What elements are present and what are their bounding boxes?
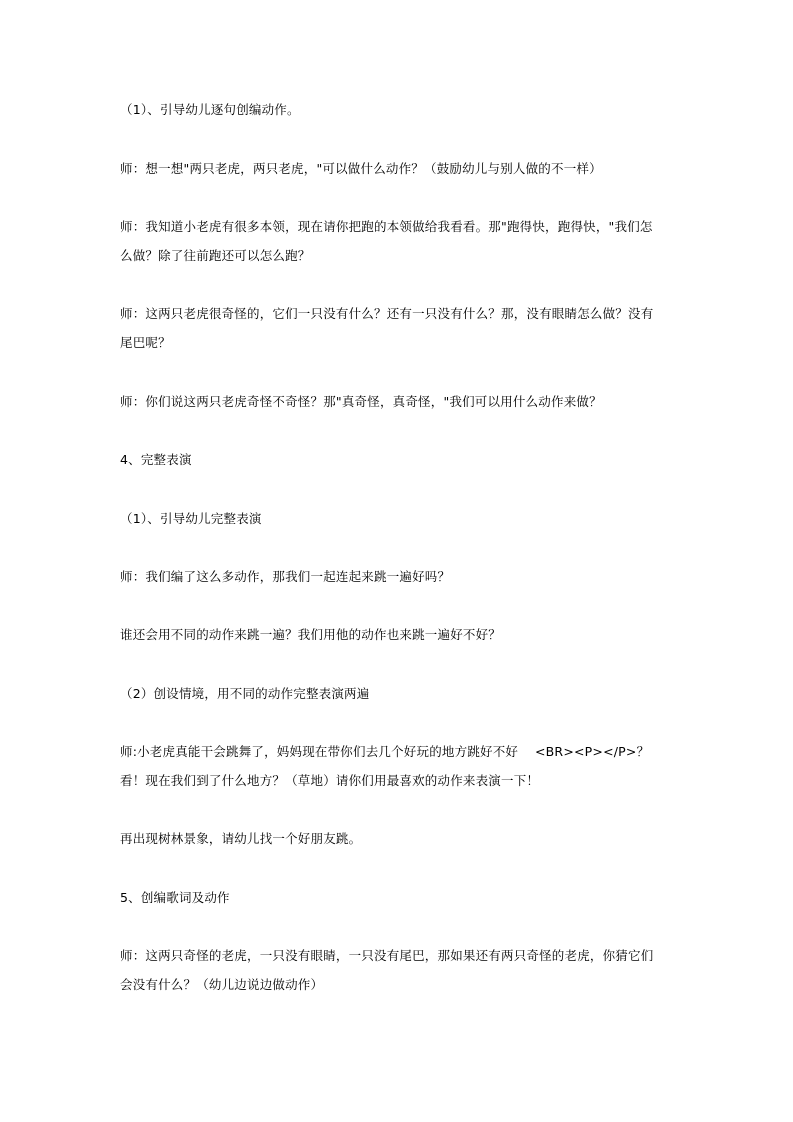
paragraph-running-line-1: 师：我知道小老虎有很多本领，现在请你把跑的本领做给我看看。那"跑得快，跑得快，"我们怎 xyxy=(120,219,653,234)
paragraph-so-strange: 师：你们说这两只老虎奇怪不奇怪？那"真奇怪，真奇怪，"我们可以用什么动作来做？ xyxy=(120,394,602,409)
paragraph-two-more-tigers-line-1: 师：这两只奇怪的老虎，一只没有眼睛，一只没有尾巴，那如果还有两只奇怪的老虎，你猜它们 xyxy=(120,948,654,963)
paragraph-little-tiger-line-2: 看！现在我们到了什么地方？（草地）请你们用最喜欢的动作来表演一下！ xyxy=(120,773,540,788)
paragraph-guide-complete: （1）、引导幼儿完整表演 xyxy=(120,511,262,526)
paragraph-different-moves: 谁还会用不同的动作来跳一遍？我们用他的动作也来跳一遍好不好？ xyxy=(120,627,502,642)
section-heading-create-lyrics: 5、创编歌词及动作 xyxy=(120,890,230,905)
paragraph-strange-tigers-line-2: 尾巴呢？ xyxy=(120,335,171,350)
paragraph-strange-tigers-line-1: 师：这两只老虎很奇怪的，它们一只没有什么？还有一只没有什么？那，没有眼睛怎么做？没有 xyxy=(120,306,654,321)
paragraph-two-tigers-question: 师：想一想"两只老虎，两只老虎，"可以做什么动作？（鼓励幼儿与别人做的不一样） xyxy=(120,161,602,176)
paragraph-two-more-tigers-line-2: 会没有什么？（幼儿边说边做动作） xyxy=(120,977,324,992)
paragraph-running-line-2: 么做？除了往前跑还可以怎么跑？ xyxy=(120,248,311,263)
paragraph-guide-sentence: （1）、引导幼儿逐句创编动作。 xyxy=(120,102,300,117)
paragraph-dance-together: 师：我们编了这么多动作，那我们一起连起来跳一遍好吗？ xyxy=(120,569,451,584)
paragraph-little-tiger-line-1: 师:小老虎真能干会跳舞了，妈妈现在带你们去几个好玩的地方跳好不好 <BR><P></P>？ xyxy=(120,744,650,759)
section-heading-complete-performance: 4、完整表演 xyxy=(120,452,192,467)
paragraph-create-scene: （2）创设情境，用不同的动作完整表演两遍 xyxy=(120,686,370,701)
paragraph-forest-scene: 再出现树林景象，请幼儿找一个好朋友跳。 xyxy=(120,831,362,846)
